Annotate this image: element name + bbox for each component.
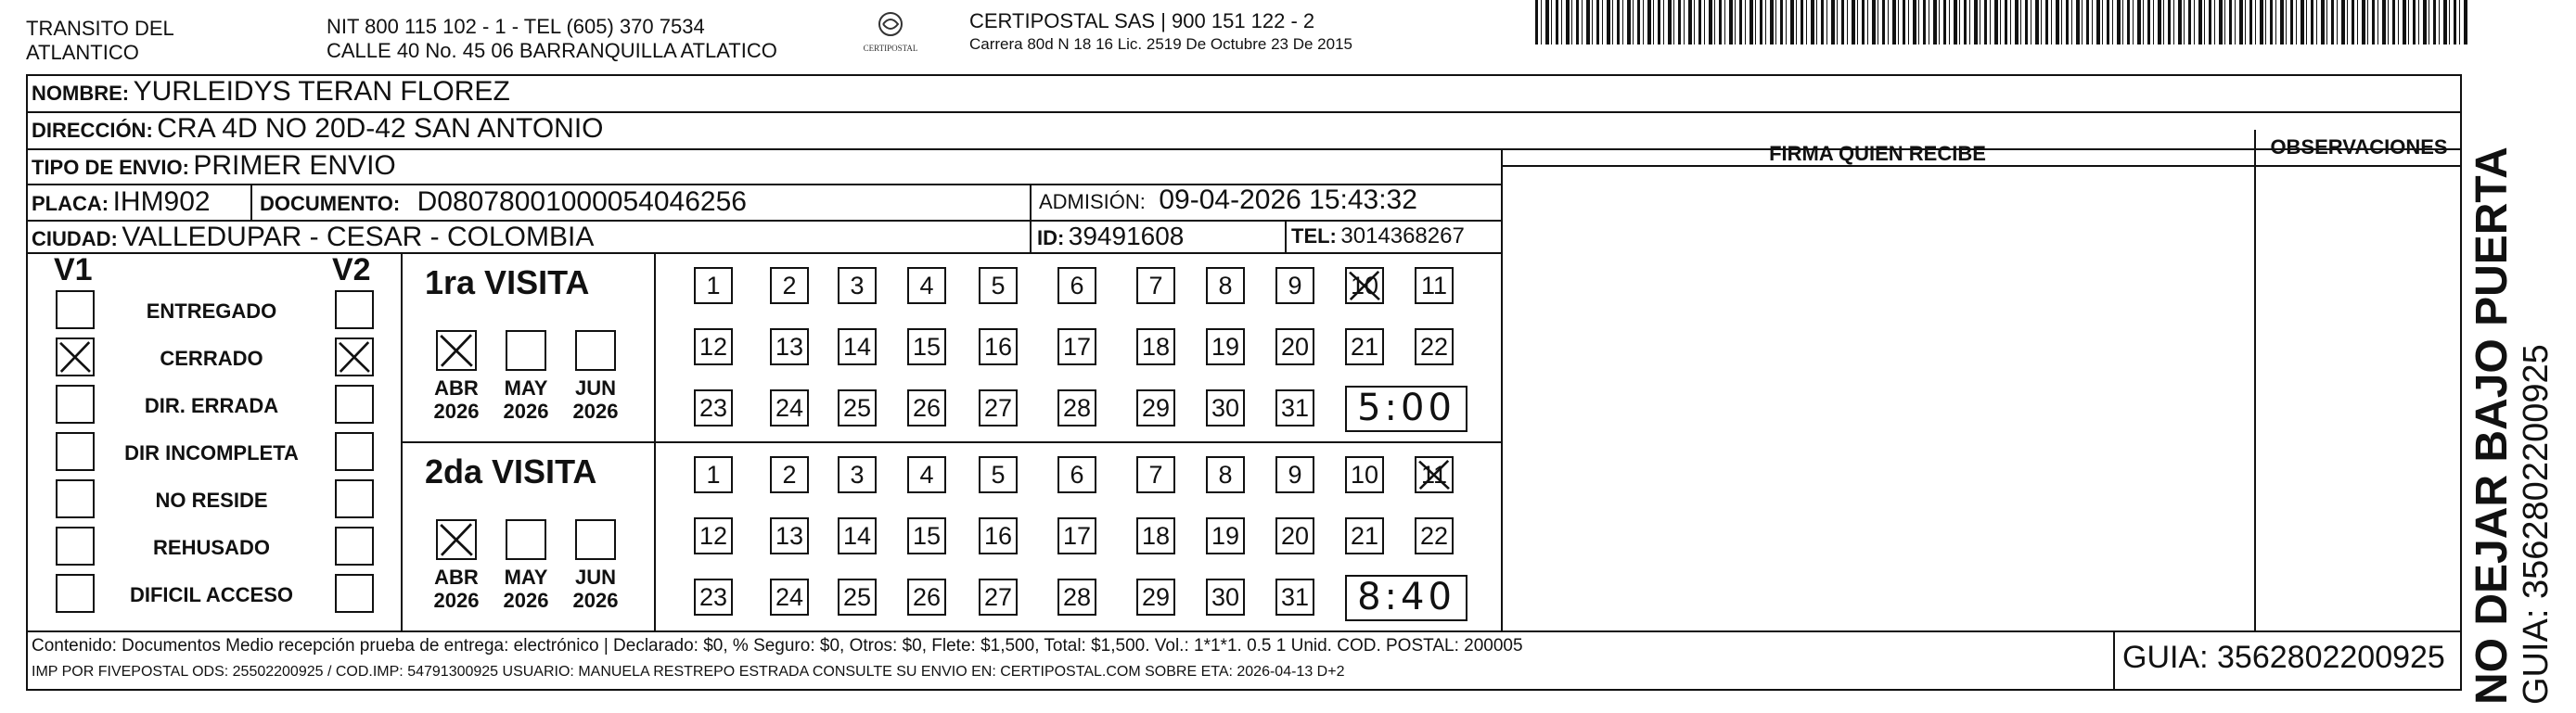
day-number: 21 (1350, 522, 1379, 550)
month-name: MAY (504, 376, 548, 400)
sender-name (26, 17, 174, 65)
day-box[interactable] (979, 579, 1018, 616)
day-box[interactable] (694, 267, 733, 304)
v1-checkbox[interactable] (56, 527, 95, 566)
day-box[interactable] (694, 517, 733, 554)
day-box[interactable] (770, 389, 809, 427)
day-number: 3 (850, 272, 865, 299)
footer-guia: GUIA: 3562802200925 (2122, 640, 2445, 675)
ciudad-label: CIUDAD: (32, 227, 118, 250)
day-number: 18 (1141, 333, 1171, 361)
company-line: CERTIPOSTAL SAS | 900 151 122 - 2 (969, 9, 1315, 32)
day-box[interactable] (1275, 267, 1314, 304)
day-box[interactable] (1136, 456, 1175, 493)
admision-cell (1039, 185, 1417, 216)
month-checkbox[interactable] (506, 519, 546, 560)
month-checkbox[interactable] (575, 330, 616, 371)
day-number: 29 (1141, 583, 1171, 611)
month-name: ABR (434, 566, 479, 589)
day-number: 15 (912, 333, 942, 361)
direccion-value: CRA 4D NO 20D-42 SAN ANTONIO (157, 113, 604, 144)
day-number: 31 (1280, 394, 1310, 422)
day-box[interactable] (907, 517, 946, 554)
day-number: 7 (1148, 461, 1163, 489)
documento-cell (260, 186, 747, 218)
day-number: 14 (842, 522, 872, 550)
day-box[interactable] (979, 389, 1018, 427)
tipo-envio-row (32, 150, 396, 182)
day-number: 20 (1280, 333, 1310, 361)
day-number: 11 (1420, 461, 1448, 489)
month-label (563, 376, 628, 423)
day-box[interactable] (838, 328, 877, 365)
day-number: 24 (775, 583, 804, 611)
handwritten-time: 8:40 (1345, 575, 1467, 621)
month-checkbox[interactable] (436, 519, 477, 560)
day-number: 23 (698, 394, 728, 422)
side-guia: GUIA: 3562802200925 (2517, 344, 2556, 705)
day-box[interactable] (1136, 579, 1175, 616)
day-box[interactable] (1415, 328, 1454, 365)
day-number: 22 (1419, 333, 1449, 361)
side-text (2467, 0, 2555, 705)
day-box[interactable] (838, 517, 877, 554)
day-box[interactable] (1057, 579, 1096, 616)
day-box[interactable] (1057, 517, 1096, 554)
month-checkbox[interactable] (436, 330, 477, 371)
day-number: 16 (983, 333, 1013, 361)
day-box[interactable] (1206, 456, 1245, 493)
day-number: 14 (842, 333, 872, 361)
nombre-row (32, 76, 510, 108)
logo-text: CERTIPOSTAL (863, 44, 918, 53)
company-address: Carrera 80d N 18 16 Lic. 2519 De Octubre 23 De 2015 (969, 35, 1352, 53)
day-number: 4 (919, 461, 934, 489)
day-number: 6 (1070, 272, 1084, 299)
tel-cell (1291, 223, 1465, 249)
day-box[interactable] (1136, 328, 1175, 365)
v2-checkbox[interactable] (335, 385, 374, 424)
day-box[interactable] (770, 328, 809, 365)
day-number: 10 (1350, 461, 1379, 489)
day-number: 4 (919, 272, 934, 299)
barcode (1535, 0, 2467, 45)
day-box[interactable] (1136, 267, 1175, 304)
month-name: MAY (504, 566, 548, 589)
v2-checkbox[interactable] (335, 479, 374, 518)
day-box[interactable] (979, 328, 1018, 365)
day-box[interactable] (1275, 456, 1314, 493)
day-box[interactable] (1057, 328, 1096, 365)
month-year: 2026 (433, 400, 480, 423)
ciudad-cell (32, 222, 594, 253)
day-number: 21 (1350, 333, 1379, 361)
day-box[interactable] (1345, 517, 1384, 554)
nombre-label: NOMBRE: (32, 82, 130, 105)
content-line: Contenido: Documentos Medio recepción prueba de entrega: electrónico | Declarado: $0, % Seguro: $0, Otros: $0, Flete: $1,500, Total: $1,500. Vol.: 1*1*1. 0.5 1 Unid. COD. POSTAL: 200005 (32, 636, 1523, 656)
documento-label: DOCUMENTO: (260, 192, 401, 215)
id-cell (1037, 222, 1184, 251)
day-box[interactable] (694, 579, 733, 616)
day-number: 28 (1062, 583, 1092, 611)
address-line: CALLE 40 No. 45 06 BARRANQUILLA ATLATICO (327, 39, 777, 62)
day-number: 17 (1062, 333, 1092, 361)
day-box[interactable] (1415, 456, 1454, 493)
id-value: 39491608 (1068, 222, 1185, 250)
v1-checkbox[interactable] (56, 337, 95, 376)
day-number: 23 (698, 583, 728, 611)
placa-label: PLACA: (32, 192, 109, 215)
day-number: 13 (775, 522, 804, 550)
day-number: 27 (983, 583, 1013, 611)
day-box[interactable] (694, 389, 733, 427)
day-box[interactable] (1275, 579, 1314, 616)
day-number: 9 (1288, 461, 1302, 489)
reason-label: REHUSADO (153, 536, 270, 559)
day-number: 13 (775, 333, 804, 361)
day-box[interactable] (1136, 389, 1175, 427)
imp-line: IMP POR FIVEPOSTAL ODS: 25502200925 / COD.IMP: 54791300925 USUARIO: MANUELA RESTREPO ESTRADA CONSULTE SU ENVIO EN: CERTIPOSTAL.COM SOBRE ETA: 2026-04-13 D+2 (32, 664, 1345, 680)
day-number: 6 (1070, 461, 1084, 489)
day-box[interactable] (1275, 389, 1314, 427)
v2-checkbox[interactable] (335, 290, 374, 329)
day-box[interactable] (1206, 579, 1245, 616)
day-number: 28 (1062, 394, 1092, 422)
tel-label: TEL: (1291, 224, 1337, 248)
day-number: 1 (706, 461, 721, 489)
handwritten-time: 5:00 (1345, 386, 1467, 432)
day-box[interactable] (1057, 389, 1096, 427)
day-number: 10 (1350, 272, 1379, 299)
day-number: 27 (983, 394, 1013, 422)
tipo-label: TIPO DE ENVIO: (32, 156, 189, 179)
placa-value: IHM902 (112, 186, 211, 217)
day-number: 2 (782, 272, 797, 299)
day-number: 26 (912, 394, 942, 422)
day-box[interactable] (838, 267, 877, 304)
day-box[interactable] (1206, 517, 1245, 554)
day-number: 11 (1420, 272, 1448, 299)
day-number: 3 (850, 461, 865, 489)
day-number: 17 (1062, 522, 1092, 550)
day-number: 12 (698, 333, 728, 361)
reason-label: DIR INCOMPLETA (124, 441, 299, 465)
month-label (424, 376, 489, 423)
month-checkbox[interactable] (506, 330, 546, 371)
day-box[interactable] (770, 267, 809, 304)
day-box[interactable] (838, 579, 877, 616)
day-number: 15 (912, 522, 942, 550)
day-number: 25 (842, 394, 872, 422)
v1-checkbox[interactable] (56, 432, 95, 471)
day-number: 8 (1218, 461, 1233, 489)
day-box[interactable] (1057, 267, 1096, 304)
observaciones-label: OBSERVACIONES (2270, 135, 2448, 159)
day-box[interactable] (1206, 389, 1245, 427)
reason-label: NO RESIDE (155, 489, 268, 512)
month-checkbox[interactable] (575, 519, 616, 560)
month-year: 2026 (572, 400, 619, 423)
firma-label: FIRMA QUIEN RECIBE (1769, 142, 1986, 165)
reason-label: DIFICIL ACCESO (129, 583, 293, 606)
month-year: 2026 (572, 589, 619, 612)
day-box[interactable] (907, 328, 946, 365)
day-number: 25 (842, 583, 872, 611)
visit-title: 2da VISITA (425, 452, 597, 490)
v1-checkbox[interactable] (56, 479, 95, 518)
direccion-label: DIRECCIÓN: (32, 119, 153, 142)
nombre-value: YURLEIDYS TERAN FLOREZ (133, 76, 510, 107)
day-number: 5 (991, 461, 1006, 489)
day-number: 18 (1141, 522, 1171, 550)
month-name: JUN (574, 566, 616, 589)
day-box[interactable] (770, 579, 809, 616)
certipostal-logo (853, 11, 928, 57)
sender-line-2: ATLANTICO (26, 41, 139, 64)
v2-checkbox[interactable] (335, 432, 374, 471)
month-label (493, 376, 558, 423)
v2-checkbox[interactable] (335, 527, 374, 566)
v2-label: V2 (332, 252, 371, 287)
month-year: 2026 (503, 400, 549, 423)
reason-label: DIR. ERRADA (144, 394, 279, 417)
day-box[interactable] (907, 389, 946, 427)
day-number: 30 (1211, 394, 1240, 422)
company-info (969, 9, 1352, 55)
reason-label: ENTREGADO (146, 299, 277, 323)
sender-line-1: TRANSITO DEL (26, 17, 174, 40)
sender-contact (327, 15, 777, 63)
month-name: ABR (434, 376, 479, 400)
month-label (563, 566, 628, 612)
nit-line: NIT 800 115 102 - 1 - TEL (605) 370 7534 (327, 15, 705, 38)
day-number: 5 (991, 272, 1006, 299)
month-label (493, 566, 558, 612)
direccion-row (32, 113, 604, 145)
day-number: 7 (1148, 272, 1163, 299)
day-number: 29 (1141, 394, 1171, 422)
ciudad-value: VALLEDUPAR - CESAR - COLOMBIA (122, 222, 595, 252)
day-box[interactable] (1206, 328, 1245, 365)
placa-cell (32, 186, 211, 218)
day-number: 26 (912, 583, 942, 611)
day-number: 19 (1211, 522, 1240, 550)
day-box[interactable] (838, 389, 877, 427)
day-number: 12 (698, 522, 728, 550)
day-number: 31 (1280, 583, 1310, 611)
month-year: 2026 (433, 589, 480, 612)
v2-checkbox[interactable] (335, 337, 374, 376)
v1-checkbox[interactable] (56, 574, 95, 613)
day-number: 22 (1419, 522, 1449, 550)
admision-value: 09-04-2026 15:43:32 (1159, 185, 1417, 215)
month-name: JUN (574, 376, 616, 400)
v1-checkbox[interactable] (56, 385, 95, 424)
day-box[interactable] (694, 328, 733, 365)
month-label (424, 566, 489, 612)
day-box[interactable] (1345, 456, 1384, 493)
day-box[interactable] (979, 456, 1018, 493)
v2-checkbox[interactable] (335, 574, 374, 613)
month-year: 2026 (503, 589, 549, 612)
day-box[interactable] (1136, 517, 1175, 554)
day-number: 8 (1218, 272, 1233, 299)
id-label: ID: (1037, 226, 1065, 249)
reason-label: CERRADO (160, 347, 263, 370)
documento-value: D08078001000054046256 (417, 186, 747, 217)
day-box[interactable] (694, 456, 733, 493)
day-box[interactable] (1275, 517, 1314, 554)
day-number: 19 (1211, 333, 1240, 361)
admision-label: ADMISIÓN: (1039, 190, 1146, 213)
day-number: 30 (1211, 583, 1240, 611)
v1-checkbox[interactable] (56, 290, 95, 329)
day-number: 1 (706, 272, 721, 299)
v1-label: V1 (54, 252, 93, 287)
logo-icon (872, 11, 909, 39)
day-box[interactable] (838, 456, 877, 493)
day-box[interactable] (907, 456, 946, 493)
day-box[interactable] (1415, 267, 1454, 304)
day-box[interactable] (770, 456, 809, 493)
day-box[interactable] (979, 267, 1018, 304)
day-box[interactable] (907, 267, 946, 304)
day-number: 20 (1280, 522, 1310, 550)
day-number: 24 (775, 394, 804, 422)
day-box[interactable] (907, 579, 946, 616)
day-number: 9 (1288, 272, 1302, 299)
day-box[interactable] (1057, 456, 1096, 493)
tel-value: 3014368267 (1340, 223, 1465, 248)
day-box[interactable] (1415, 517, 1454, 554)
day-box[interactable] (979, 517, 1018, 554)
day-box[interactable] (1345, 328, 1384, 365)
visit-title: 1ra VISITA (425, 263, 590, 301)
day-box[interactable] (1275, 328, 1314, 365)
day-box[interactable] (1345, 267, 1384, 304)
day-number: 2 (782, 461, 797, 489)
day-box[interactable] (770, 517, 809, 554)
no-dejar-warning: NO DEJAR BAJO PUERTA (2467, 146, 2517, 705)
day-box[interactable] (1206, 267, 1245, 304)
day-number: 16 (983, 522, 1013, 550)
tipo-value: PRIMER ENVIO (193, 150, 396, 181)
